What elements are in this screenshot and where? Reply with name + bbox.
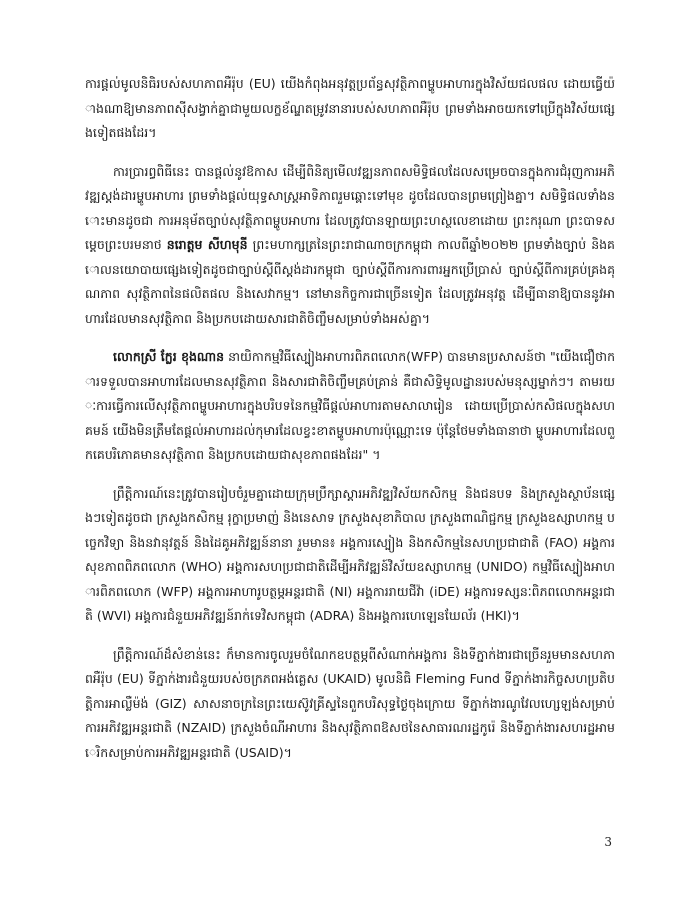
paragraph-organizers [85, 482, 615, 629]
paragraph-eu-funding [85, 72, 615, 146]
document-body [85, 72, 615, 779]
paragraph-wfp-quote [85, 345, 615, 468]
paragraph-sponsors [85, 643, 615, 766]
page-number: 3 [604, 835, 612, 849]
paragraph-text: ព្រឹត្តិការណ៍ដ៏សំខាន់នេះ ក៏មានការចូលរួមចំណែកឧបត្ថម្ភពីសំណាក់អង្គការ និងទីភ្នាក់ងារជាច្រើនរួមមានសហភាពអឺរ៉ុប (EU) ទីភ្នាក់ងារជំនួយរបស់ចក្រភពអង់គ្លេស (UKAID) មូលនិធិ Fleming Fund ទីភ្នាក់ងារកិច្ចសហប្រតិបត្តិការអាល្លឺម៉ង់ (GIZ) សាសនាចក្រនៃព្រះយេស៊ូវគ្រីស្ទនៃពួកបរិសុទ្ធថ្ងៃចុងក្រោយ ទីភ្នាក់ងារណូវែលហ្សេឡង់សម្រាប់ការអភិវឌ្ឍអន្តរជាតិ (NZAID) ក្រសួងចំណីអាហារ និងសុវត្ថិភាពឱសថនៃសាធារណរដ្ឋកូរ៉េ និងទីភ្នាក់ងារសហរដ្ឋអាមេរិកសម្រាប់ការអភិវឌ្ឍអន្តរជាតិ (USAID)។ [85, 646, 615, 760]
king-name: នរោត្តម សីហមុនី [166, 237, 248, 252]
paragraph-event-achievements [85, 160, 615, 332]
paragraph-text-continued: ព្រះមហាក្សត្រនៃព្រះរាជាណាចក្រកម្ពុជា កាលពីឆ្នាំ២០២២ ព្រមទាំងច្បាប់ និងគោលនយោបាយផ្សេងទៀតដូចជាច្បាប់ស្តីពីស្តង់ដារកម្ពុជា ច្បាប់ស្តីពីការការពារអ្នកប្រើប្រាស់ ច្បាប់ស្តីពីការគ្រប់គ្រងគុណភាព សុវត្ថិភាពនៃផលិតផល និងសេវាកម្ម។ នៅមានកិច្ចការជាច្រើនទៀត ដែលត្រូវអនុវត្ត ដើម្បីធានាឱ្យបាននូវអាហារដែលមានសុវត្ថិភាព និងប្រកបដោយសារជាតិចិញ្ចឹមសម្រាប់ទាំងអស់គ្នា។ [85, 237, 615, 326]
speaker-name: លោកស្រី ក្លែរ ខុងណាន [113, 349, 225, 364]
paragraph-text-continued: នាយិកាកម្មវិធីស្បៀងអាហារពិភពលោក(WFP) បានមានប្រសាសន៍ថា "យើងជឿថាការទទួលបានអាហារដែលមានសុវត្ថិភាព និងសារជាតិចិញ្ចឹមគ្រប់គ្រាន់ គឺជាសិទ្ធិមូលដ្ឋានរបស់មនុស្សម្នាក់ៗ។ តាមរយៈការធ្វើការលើសុវត្ថិភាពម្ហូបអាហារក្នុងបរិបទនៃកម្មវិធីផ្តល់អាហារតាមសាលារៀន ដោយប្រើប្រាស់កសិផលក្នុងសហគមន៍ យើងមិនត្រឹមតែផ្តល់អាហារដល់កុមារដែលខ្វះខាតម្ហូបអាហារប៉ុណ្ណោះទេ ប៉ុន្តែថែមទាំងធានាថា ម្ហូបអាហារដែលពួកគេបរិភោគមានសុវត្ថិភាព និងប្រកបដោយជាសុខភាពផងដែរ" ។ [85, 349, 615, 462]
paragraph-text: ព្រឹត្តិការណ៍នេះត្រូវបានរៀបចំរួមគ្នាដោយក្រុមប្រឹក្សាស្តារអភិវឌ្ឍវិស័យកសិកម្ម និងជនបទ និងក្រសួងស្ថាប័នផ្សេងៗទៀតដូចជា ក្រសួងកសិកម្ម រុក្ខាប្រមាញ់ និងនេសាទ ក្រសួងសុខាភិបាល ក្រសួងពាណិជ្ជកម្ម ក្រសួងឧស្សាហកម្ម បច្ចេកវិទ្យា និងនវានុវត្តន៍ និងដៃគូអភិវឌ្ឍន៍នានា រួមមាន៖ អង្គការស្បៀង និងកសិកម្មនៃសហប្រជាជាតិ (FAO) អង្គការសុខភាពពិភពលោក (WHO) អង្គការសហប្រជាជាតិដើម្បីអភិវឌ្ឍន៍វិស័យឧស្សាហកម្ម (UNIDO) កម្មវិធីស្បៀងអាហារពិភពលោក (WFP) អង្គការអាហារូបត្ថម្ភអន្តរជាតិ (NI) អង្គការរាយជីវ៉ា (iDE) អង្គការទស្សនៈពិភពលោកអន្តរជាតិ (WVI) អង្គការជំនួយអភិវឌ្ឍន៍រាក់ទេវិសកម្ពុជា (ADRA) និងអង្គការហេឡេនឃែល័រ (HKI)។ [85, 485, 615, 623]
paragraph-text: ការប្រារព្ធពិធីនេះ បានផ្តល់នូវឱកាស ដើម្បីពិនិត្យមើលវឌ្ឍនភាពសមិទ្ធិផលដែលសម្រេចបានក្នុងការជំរុញការអភិវឌ្ឍស្តង់ដារម្ហូបអាហារ ព្រមទាំងផ្តល់យុទ្ធសាស្រ្តអាទិភាពរួមឆ្ពោះទៅមុខ ដូចដែលបានព្រមព្រៀងគ្នា។ សមិទ្ធិផលទាំងនោះមានដូចជា ការអនុម័តច្បាប់សុវត្ថិភាពម្ហូបអាហារ ដែលត្រូវបានឡាយព្រះហស្ថលេខាដោយ ព្រះករុណា ព្រះបាទសម្តេចព្រះបរមនាថ [85, 163, 615, 252]
paragraph-text: ការផ្តល់មូលនិធិរបស់សហភាពអឺរ៉ុប (EU) យើងកំពុងអនុវត្តប្រព័ន្ធសុវត្ថិភាពម្ហូបអាហារក្នុងវិស័យជលផល ដោយធ្វើយ៉ាងណាឱ្យមានភាពស៊ីសង្វាក់គ្នាជាមួយលក្ខខ័ណ្ឌតម្រូវនានារបស់សហភាពអឺរ៉ុប ព្រមទាំងអាចយកទៅប្រើក្នុងវិស័យផ្សេងទៀតផងដែរ។ [85, 76, 615, 140]
